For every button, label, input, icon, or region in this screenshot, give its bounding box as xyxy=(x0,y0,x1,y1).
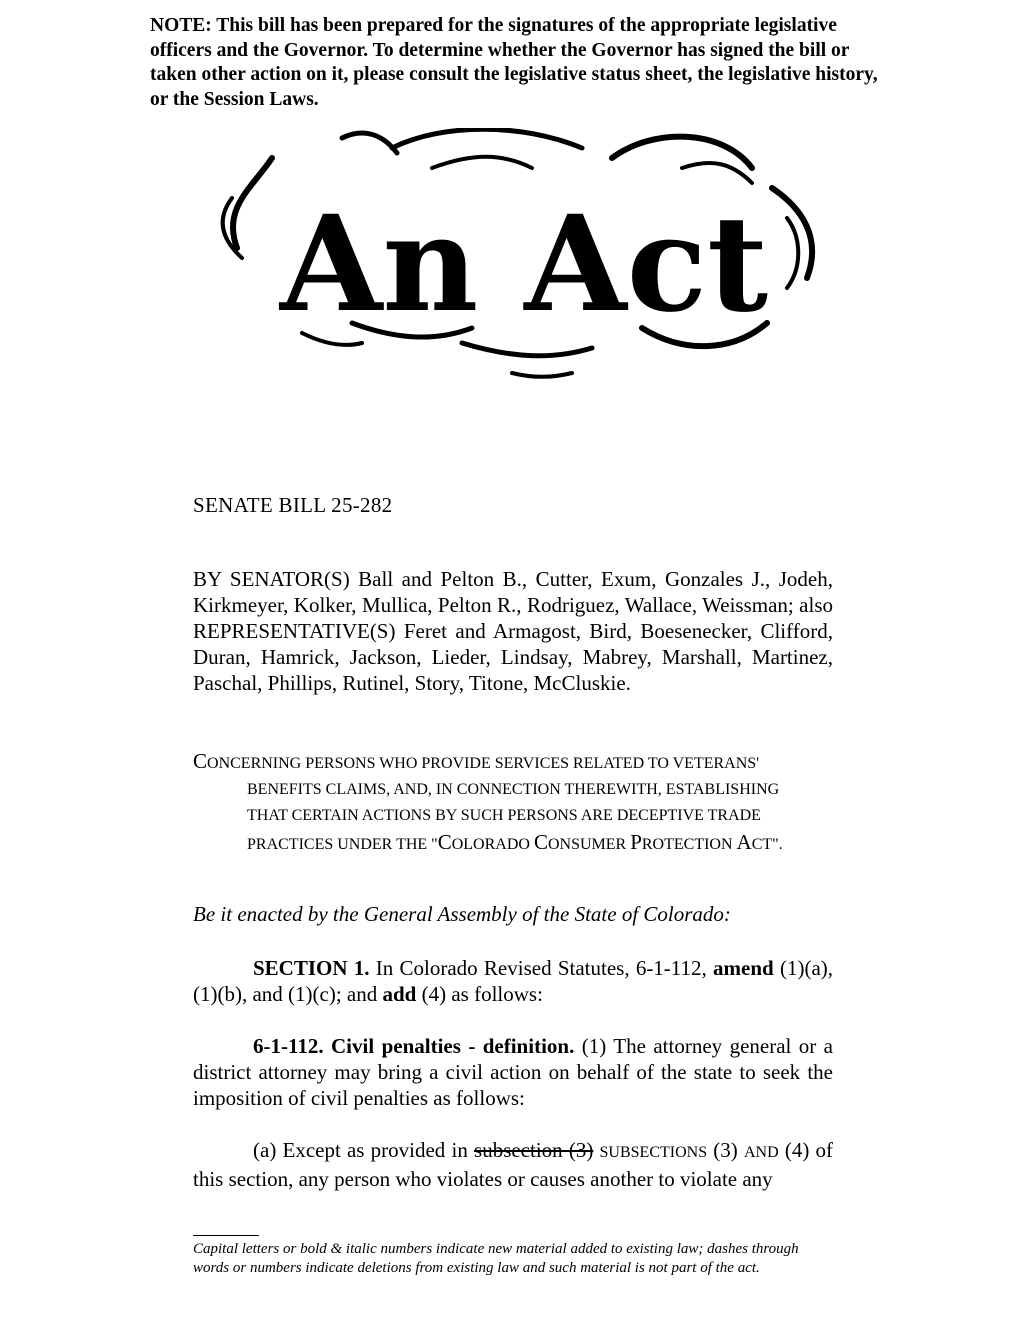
sponsors: BY SENATOR(S) Ball and Pelton B., Cutter, Exum, Gonzales J., Jodeh, Kirkmeyer, Kolker, Mullica, Pelton R., Rodriguez, Wallace, Weissman; also REPRESENTATIVE(S) Feret and Armagost, Bird, Boesenecker, Clifford, Duran, Hamrick, Jackson, Lieder, Lindsay, Mabrey, Marshall, Martinez, Paschal, Phillips, Rutinel, Story, Titone, McCluskie. xyxy=(193,567,833,695)
bill-title-line-2: BENEFITS CLAIMS, AND, IN CONNECTION THEREWITH, ESTABLISHING xyxy=(247,781,780,798)
an-act-title: An Act xyxy=(279,187,769,342)
bill-title xyxy=(193,748,835,858)
statute-6-1-112: 6-1-112. Civil penalties - definition. (1) The attorney general or a district attorney may bring a civil action on behalf of the state to seek the imposition of civil penalties as follows: xyxy=(193,1034,833,1110)
section-1: SECTION 1. In Colorado Revised Statutes, 6-1-112, amend (1)(a), (1)(b), and (1)(c); and add (4) as follows: xyxy=(193,956,834,1006)
an-act-logo xyxy=(212,128,837,390)
statute-heading: 6-1-112. Civil penalties - definition. xyxy=(253,1034,575,1058)
legislative-note: NOTE: This bill has been prepared for the signatures of the appropriate legislative officers and the Governor. To determine whether the Governor has signed the bill or taken other action on it, please consult the legislative status sheet, the legislative history, or the Session Laws. xyxy=(150,15,878,110)
section-1-heading: SECTION 1. xyxy=(253,956,370,980)
footnote: Capital letters or bold & italic numbers indicate new material added to existing law; dashes through words or numbers indicate deletions from existing law and such material is not part of the act. xyxy=(193,1241,799,1276)
deleted-text: subsection (3) xyxy=(474,1138,594,1162)
subsection-a: (a) Except as provided in subsection (3) SUBSECTIONS (3) AND (4) of this section, any person who violates or causes another to violate any xyxy=(193,1138,834,1191)
enacting-clause: Be it enacted by the General Assembly of the State of Colorado: xyxy=(193,902,731,926)
an-act-logo-graphic xyxy=(212,128,837,390)
inserted-text: SUBSECTIONS xyxy=(599,1144,708,1161)
bill-number: SENATE BILL 25-282 xyxy=(193,493,393,517)
bill-title-line-1: CONCERNING PERSONS WHO PROVIDE SERVICES RELATED TO VETERANS' xyxy=(193,749,760,773)
bill-title-line-4: PRACTICES UNDER THE "COLORADO CONSUMER PROTECTION ACT". xyxy=(247,830,783,854)
bill-title-line-3: THAT CERTAIN ACTIONS BY SUCH PERSONS ARE DECEPTIVE TRADE xyxy=(247,807,761,824)
footnote-divider xyxy=(193,1235,259,1236)
inserted-text: AND xyxy=(743,1144,779,1161)
